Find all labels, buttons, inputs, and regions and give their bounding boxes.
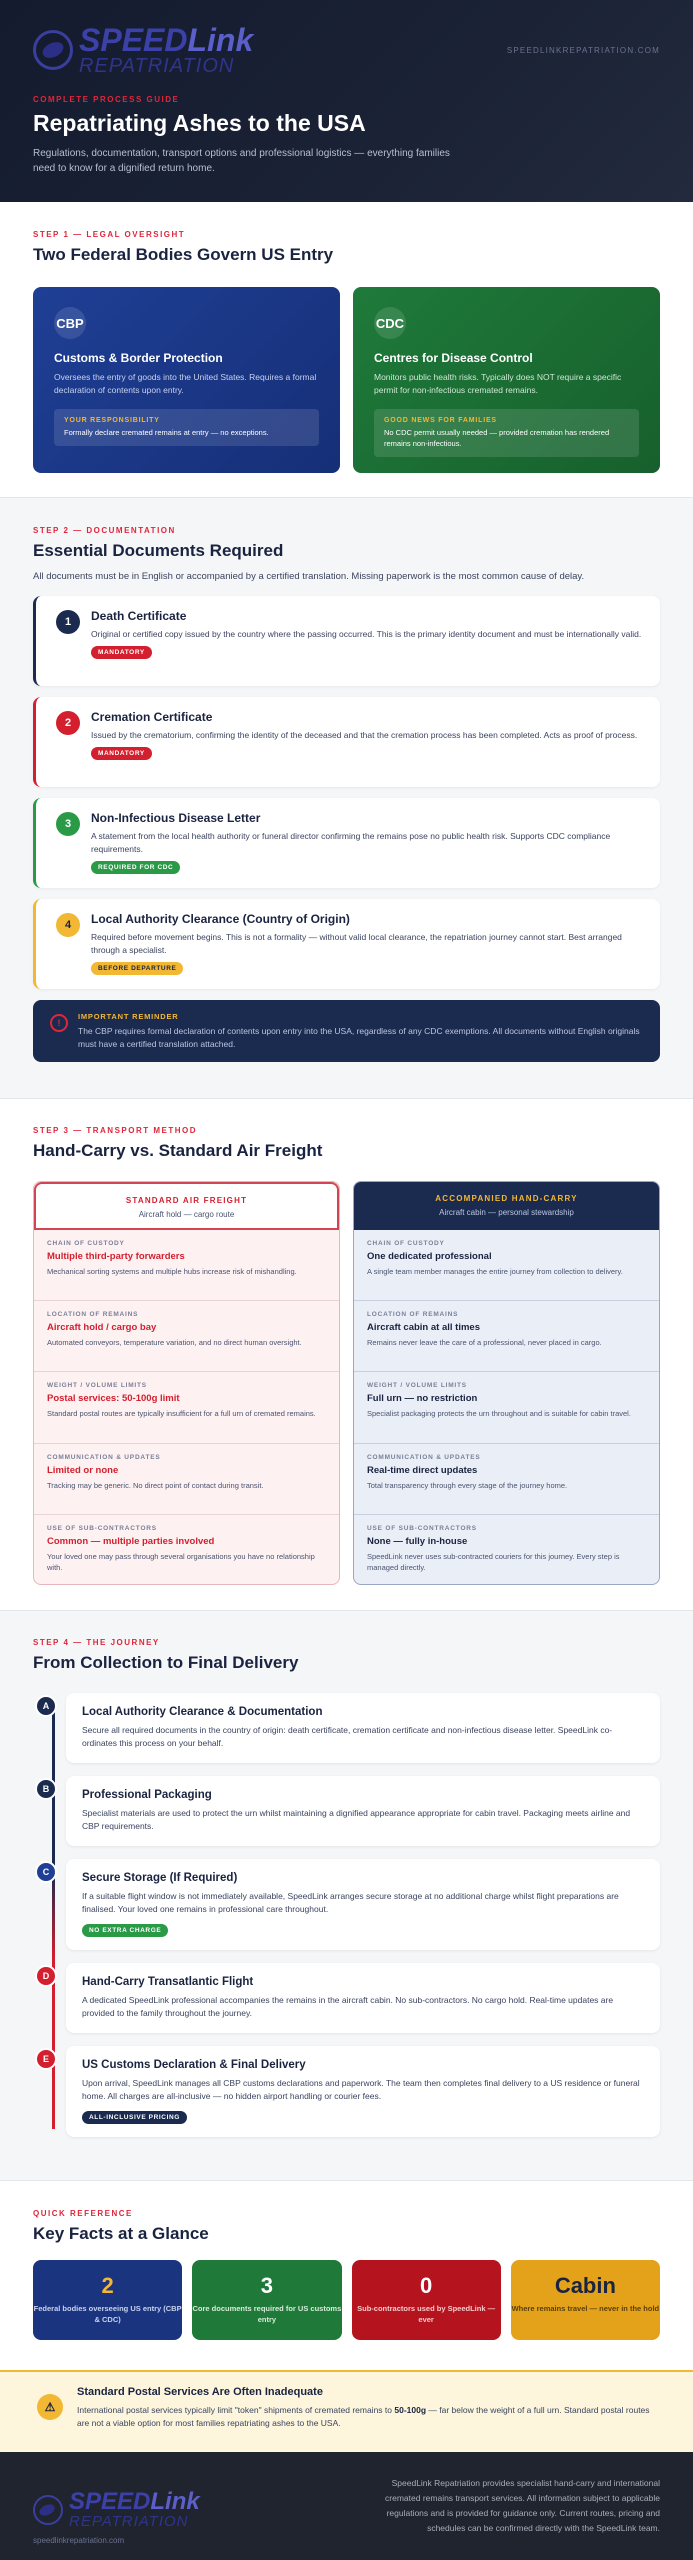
comparison-row xyxy=(354,1372,659,1443)
reminder-label: IMPORTANT REMINDER xyxy=(78,1012,179,1021)
row-description: Standard postal routes are typically insufficient for a full urn of cremated remains. xyxy=(47,1409,316,1419)
footer-logo[interactable] xyxy=(33,2490,200,2529)
row-value: Multiple third-party forwarders xyxy=(47,1251,185,1262)
brand-logo[interactable] xyxy=(33,24,253,76)
document-number: 2 xyxy=(56,711,80,735)
step-description: A dedicated SpeedLink professional accompanies the remains in the aircraft cabin. No sub-contractors. No cargo hold. Real-time updates are provided to the family throughout the journey. xyxy=(82,1995,614,2018)
fact-card xyxy=(352,2260,501,2340)
step-title: Hand-Carry Transatlantic Flight xyxy=(82,1976,254,1988)
row-label: WEIGHT / VOLUME LIMITS xyxy=(47,1382,147,1390)
hand-carry-column-title: ACCOMPANIED HAND-CARRY xyxy=(435,1194,578,1203)
step-description: Secure all required documents in the country of origin: death certificate, cremation certificate and non-infectious disease letter. SpeedLink co-ordinates this process on your behalf. xyxy=(82,1725,613,1748)
journey-step xyxy=(42,2046,660,2137)
cdc-box-text: No CDC permit usually needed — provided cremation has rendered remains non-infectious. xyxy=(384,428,610,448)
document-number: 3 xyxy=(56,812,80,836)
step1-section xyxy=(0,202,693,497)
row-value: One dedicated professional xyxy=(367,1251,492,1262)
footer-logo-subtitle: REPATRIATION xyxy=(69,2513,189,2530)
step4-title: From Collection to Final Delivery xyxy=(33,1653,299,1672)
fact-card xyxy=(511,2260,660,2340)
document-description: A statement from the local health authority or funeral director confirming the remains pose no public health risk. Supports CDC compliance requirements. xyxy=(91,831,611,854)
fact-label: Core documents required for US customs entry xyxy=(192,2304,342,2324)
row-description: Automated conveyors, temperature variation, and no direct human oversight. xyxy=(47,1338,302,1348)
fact-card xyxy=(192,2260,341,2340)
cbp-name: Customs & Border Protection xyxy=(54,351,223,365)
hero xyxy=(0,0,693,202)
step2-title: Essential Documents Required xyxy=(33,541,284,560)
logo-link: Link xyxy=(187,22,254,58)
row-value: Postal services: 50-100g limit xyxy=(47,1393,180,1405)
comparison-row xyxy=(34,1230,339,1301)
comparison-row xyxy=(34,1301,339,1372)
fact-card xyxy=(33,2260,182,2340)
step3-title: Hand-Carry vs. Standard Air Freight xyxy=(33,1141,323,1160)
cdc-good-news-box xyxy=(374,409,639,457)
cbp-box-text: Formally declare cremated remains at entry — no exceptions. xyxy=(64,428,269,437)
cdc-card xyxy=(353,287,660,473)
fact-label: Federal bodies overseeing US entry (CBP & CDC) xyxy=(33,2304,182,2324)
warning-text xyxy=(77,2404,660,2430)
step-tag: NO EXTRA CHARGE xyxy=(82,1924,168,1937)
step-title: Secure Storage (If Required) xyxy=(82,1872,238,1884)
warning-icon: ⚠ xyxy=(37,2394,63,2420)
row-description: Mechanical sorting systems and multiple hubs increase risk of mishandling. xyxy=(47,1267,297,1276)
fact-value: 2 xyxy=(101,2273,114,2298)
row-description: Tracking may be generic. No direct point of contact during transit. xyxy=(47,1480,264,1490)
row-label: COMMUNICATION & UPDATES xyxy=(47,1453,161,1461)
facts-grid xyxy=(33,2260,660,2340)
row-description: SpeedLink never uses sub-contracted couriers for this journey. Every step is managed directly. xyxy=(367,1551,620,1572)
row-description: Total transparency through every stage of the journey home. xyxy=(367,1480,568,1490)
row-label: USE OF SUB-CONTRACTORS xyxy=(367,1524,477,1532)
document-description: Original or certified copy issued by the country where the passing occurred. This is the primary identity document and must be internationally valid. xyxy=(91,629,642,639)
row-label: CHAIN OF CUSTODY xyxy=(367,1240,445,1247)
document-title: Local Authority Clearance (Country of Origin) xyxy=(91,912,350,926)
row-description: Remains never leave the care of a professional, never placed in cargo. xyxy=(367,1338,602,1348)
important-reminder xyxy=(33,1000,660,1062)
standard-column-subtitle: Aircraft hold — cargo route xyxy=(138,1210,235,1219)
document-card xyxy=(33,596,660,686)
row-label: LOCATION OF REMAINS xyxy=(47,1311,139,1319)
fact-label: Sub-contractors used by SpeedLink — ever xyxy=(357,2304,496,2324)
fact-value: Cabin xyxy=(554,2273,616,2298)
step-marker: B xyxy=(35,1778,57,1800)
cbp-badge: CBP xyxy=(54,307,86,339)
page-title: Repatriating Ashes to the USA xyxy=(33,110,366,136)
step-title: US Customs Declaration & Final Delivery xyxy=(82,2059,306,2071)
footer-logo-link: Link xyxy=(150,2488,200,2515)
step-marker: C xyxy=(35,1861,57,1883)
step-description: If a suitable flight window is not immediately available, SpeedLink arranges secure storage at no additional charge whilst flight preparations are finalised. Your loved one remains in professional care throughout. xyxy=(82,1891,619,1914)
document-tag: REQUIRED FOR CDC xyxy=(91,861,180,874)
row-label: LOCATION OF REMAINS xyxy=(367,1311,459,1319)
row-label: USE OF SUB-CONTRACTORS xyxy=(47,1524,157,1532)
step2-eyebrow: STEP 2 — DOCUMENTATION xyxy=(33,526,176,535)
comparison-row xyxy=(34,1372,339,1443)
row-description: A single team member manages the entire journey from collection to delivery. xyxy=(367,1267,623,1276)
cdc-badge: CDC xyxy=(374,307,406,339)
comparison-row xyxy=(354,1301,659,1372)
cdc-description: Monitors public health risks. Typically does NOT require a specific permit for non-infectious cremated remains. xyxy=(374,372,622,395)
row-value: Real-time direct updates xyxy=(367,1464,478,1476)
document-title: Non-Infectious Disease Letter xyxy=(91,811,261,825)
document-title: Cremation Certificate xyxy=(91,710,213,724)
cbp-description: Oversees the entry of goods into the United States. Requires a formal declaration of contents upon entry. xyxy=(54,372,317,395)
warning-title: Standard Postal Services Are Often Inadequate xyxy=(77,2386,323,2398)
row-label: WEIGHT / VOLUME LIMITS xyxy=(367,1382,467,1390)
journey-step xyxy=(42,1776,660,1846)
warning-text-bold: 50-100g xyxy=(394,2405,427,2415)
step-description: Upon arrival, SpeedLink manages all CBP customs declarations and paperwork. The team then completes final delivery to a US residence or funeral home. All charges are all-inclusive — no hidden airport handling or courier fees. xyxy=(82,2078,640,2101)
document-description: Issued by the crematorium, confirming the identity of the deceased and that the cremation process has been completed. Acts as proof of process. xyxy=(91,730,638,740)
hero-eyebrow: COMPLETE PROCESS GUIDE xyxy=(33,95,180,104)
comparison-row xyxy=(34,1515,339,1585)
cbp-card xyxy=(33,287,340,473)
cbp-box-label: YOUR RESPONSIBILITY xyxy=(64,417,160,424)
document-title: Death Certificate xyxy=(91,609,187,623)
row-label: CHAIN OF CUSTODY xyxy=(47,1240,125,1247)
facts-section xyxy=(0,2180,693,2370)
postal-warning xyxy=(0,2370,693,2452)
document-card xyxy=(33,697,660,787)
alert-icon: ! xyxy=(50,1014,68,1032)
row-value: Full urn — no restriction xyxy=(367,1393,478,1405)
row-label: COMMUNICATION & UPDATES xyxy=(367,1453,481,1461)
step1-eyebrow: STEP 1 — LEGAL OVERSIGHT xyxy=(33,230,186,239)
step4-section xyxy=(0,1610,693,2180)
step-description: Specialist materials are used to protect the urn whilst maintaining a dignified appearance appropriate for cabin travel. Packaging meets airline and CBP requirements. xyxy=(82,1808,631,1831)
step-marker: D xyxy=(35,1965,57,1987)
step2-section xyxy=(0,497,693,1098)
hand-carry-column-subtitle: Aircraft cabin — personal stewardship xyxy=(439,1208,574,1217)
document-tag: MANDATORY xyxy=(91,646,152,659)
hero-description: Regulations, documentation, transport options and professional logistics — everything families need to know for a dignified return home. xyxy=(33,148,450,174)
fact-label: Where remains travel — never in the hold xyxy=(511,2304,660,2313)
logo-speed: SPEED xyxy=(79,22,188,58)
step1-title: Two Federal Bodies Govern US Entry xyxy=(33,245,334,264)
row-value: Common — multiple parties involved xyxy=(47,1535,215,1547)
step-tag: ALL-INCLUSIVE PRICING xyxy=(82,2111,187,2124)
step3-section xyxy=(0,1098,693,1610)
row-description: Specialist packaging protects the urn throughout and is suitable for cabin travel. xyxy=(367,1409,631,1419)
step2-description: All documents must be in English or accompanied by a certified translation. Missing paperwork is the most common cause of delay. xyxy=(33,571,585,582)
step-marker: E xyxy=(35,2048,57,2070)
journey-step xyxy=(42,1963,660,2033)
comparison-row xyxy=(354,1230,659,1301)
footer-disclaimer: SpeedLink Repatriation provides specialist hand-carry and international cremated remains transport services. All information subject to applicable regulations and is provided for guidance only. Current routes, pricing and schedules can be confirmed directly with the SpeedLink team. xyxy=(385,2478,660,2533)
standard-freight-column xyxy=(33,1181,340,1585)
journey-step xyxy=(42,1859,660,1950)
fact-value: 3 xyxy=(260,2273,273,2298)
row-value: Aircraft cabin at all times xyxy=(367,1322,480,1334)
cbp-responsibility-box xyxy=(54,409,319,446)
document-description: Required before movement begins. This is not a formality — without valid local clearance, the repatriation journey cannot start. Best arranged through a specialist. xyxy=(91,932,622,955)
document-tag: BEFORE DEPARTURE xyxy=(91,962,183,975)
document-number: 4 xyxy=(56,913,80,937)
step-marker: A xyxy=(35,1695,57,1717)
header-url-link[interactable]: SPEEDLINKREPATRIATION.COM xyxy=(506,46,660,55)
footer-logo-speed: SPEED xyxy=(69,2488,151,2515)
comparison-row xyxy=(34,1444,339,1515)
step4-eyebrow: STEP 4 — THE JOURNEY xyxy=(33,1638,160,1647)
facts-eyebrow: QUICK REFERENCE xyxy=(33,2209,133,2218)
logo-subtitle: REPATRIATION xyxy=(79,55,235,77)
comparison-row xyxy=(354,1515,659,1585)
documents-list xyxy=(33,596,660,989)
globe-icon xyxy=(33,30,73,70)
warning-text-post: — far below the weight of a full urn. Standard postal routes are not a viable option for most families repatriating ashes to the USA. xyxy=(77,2405,650,2428)
hand-carry-column xyxy=(353,1181,660,1585)
warning-text-pre: International postal services typically limit "token" shipments of cremated remains to xyxy=(77,2405,395,2415)
row-value: Limited or none xyxy=(47,1464,119,1476)
cdc-box-label: GOOD NEWS FOR FAMILIES xyxy=(384,417,497,424)
standard-column-title: STANDARD AIR FREIGHT xyxy=(125,1196,248,1205)
row-description: Your loved one may pass through several organisations you have no relationship with. xyxy=(47,1551,315,1572)
row-value: Aircraft hold / cargo bay xyxy=(47,1322,157,1334)
document-tag: MANDATORY xyxy=(91,747,152,760)
row-value: None — fully in-house xyxy=(367,1535,468,1547)
step-title: Local Authority Clearance & Documentation xyxy=(82,1706,323,1718)
document-card xyxy=(33,899,660,989)
journey-step xyxy=(42,1693,660,1763)
footer-url-link[interactable]: speedlinkrepatriation.com xyxy=(33,2536,125,2545)
cdc-name: Centres for Disease Control xyxy=(374,351,533,365)
document-card xyxy=(33,798,660,888)
footer xyxy=(0,2452,693,2560)
journey-timeline xyxy=(33,1693,660,2137)
document-number: 1 xyxy=(56,610,80,634)
step3-eyebrow: STEP 3 — TRANSPORT METHOD xyxy=(33,1126,198,1135)
step-title: Professional Packaging xyxy=(82,1789,212,1801)
facts-title: Key Facts at a Glance xyxy=(33,2224,209,2243)
globe-icon xyxy=(33,2495,63,2525)
reminder-text: The CBP requires formal declaration of contents upon entry into the USA, regardless of any CDC exemptions. All documents without English originals must have a certified translation attached. xyxy=(78,1026,640,1049)
fact-value: 0 xyxy=(420,2273,433,2298)
comparison-row xyxy=(354,1444,659,1515)
